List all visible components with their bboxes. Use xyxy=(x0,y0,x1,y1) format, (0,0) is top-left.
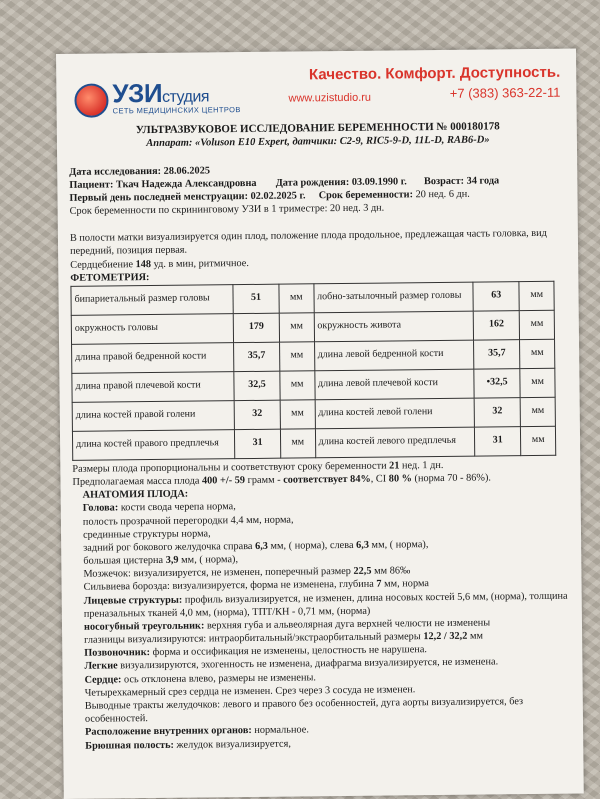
spine-text: форма и оссификация не изменены, целостность не нарушена. xyxy=(152,644,428,659)
organs-label: Расположение внутренних органов: xyxy=(85,725,252,739)
sylvian-prefix: Сильвиева борозда: визуализируется, форма не изменена, глубина xyxy=(83,579,374,594)
anatomy-section xyxy=(73,497,574,752)
spine-label: Позвоночник: xyxy=(84,647,151,660)
fetometry-right-unit: мм xyxy=(521,426,556,455)
fetometry-right-value: 63 xyxy=(473,282,520,311)
fetometry-left-value: 32 xyxy=(234,400,280,429)
nasolabial-label: носогубный треугольник: xyxy=(83,620,205,633)
outflow-text: Выводные тракты желудочков: левого и правого без особенностей, дуга аорты визуализируется, без особенностей. xyxy=(84,696,524,725)
proportion-prefix: Размеры плода пропорциональны и соответствуют сроку беременности xyxy=(72,460,387,475)
heartbeat-value: 148 xyxy=(135,258,152,270)
heartbeat-prefix: Сердцебиение xyxy=(70,258,134,271)
cisterna-value: 3,9 xyxy=(165,554,179,566)
fetometry-right-name: длина костей левого предплечья xyxy=(315,427,475,458)
heartbeat-suffix: уд. в мин, ритмичное. xyxy=(153,257,249,270)
fetometry-right-name: длина левой плечевой кости xyxy=(314,369,474,400)
fetometry-table xyxy=(70,281,556,461)
heart-text: ось отклонена влево, размеры не изменены. xyxy=(123,671,316,685)
mass-norm: (норма 70 - 86%). xyxy=(414,472,492,485)
fetometry-left-name: бипариетальный размер головы xyxy=(71,285,233,316)
proportion-weeks: 21 xyxy=(389,460,400,472)
fetometry-right-name: длина левой бедренной кости xyxy=(314,340,474,371)
logo-subtitle: СЕТЬ МЕДИЦИНСКИХ ЦЕНТРОВ xyxy=(112,105,241,116)
fetometry-left-value: 51 xyxy=(233,284,279,313)
cerebellum-value: 22,5 xyxy=(353,565,372,578)
fetometry-left-unit: мм xyxy=(279,342,314,371)
nasolabial-text: верхняя губа и альвеолярная дуга верхней челюсти не изменены xyxy=(206,617,491,632)
fetometry-row xyxy=(72,426,555,460)
fetometry-right-value: 32 xyxy=(474,398,521,427)
cerebellum-suffix: мм 86‰ xyxy=(374,565,411,577)
fetometry-left-unit: мм xyxy=(279,284,314,313)
fetometry-left-name: длина костей правой голени xyxy=(72,401,234,432)
fetometry-title: ФЕТОМЕТРИЯ: xyxy=(70,271,150,284)
fetometry-left-value: 179 xyxy=(233,313,279,342)
term-label: Срок беременности: xyxy=(318,189,414,202)
lungs-label: Легкие xyxy=(84,660,118,673)
fetometry-right-name: лобно-затылочный размер головы xyxy=(313,282,473,313)
lmp-date: Первый день последней менструации: 02.02.2025 г. xyxy=(69,190,306,204)
fetometry-left-name: длина костей правого предплечья xyxy=(72,430,234,461)
fetometry-right-value: 31 xyxy=(474,427,521,456)
horn-prefix: задний рог бокового желудочка справа xyxy=(83,540,253,554)
mass-value: 400 +/- 59 xyxy=(201,475,246,487)
mass-prefix: Предполагаемая масса плода xyxy=(72,475,200,488)
fetometry-left-value: 31 xyxy=(235,429,281,458)
fetometry-left-unit: мм xyxy=(280,429,315,458)
proportion-suffix: нед. 1 дн. xyxy=(401,459,444,472)
cavum-text: полость прозрачной перегородки 4,4 мм, норма, xyxy=(82,514,294,528)
orbit-value: 12,2 / 32,2 xyxy=(423,630,468,643)
orbit-suffix: мм xyxy=(469,630,484,642)
cisterna-prefix: большая цистерна xyxy=(83,555,164,567)
clinic-slogan: Качество. Комфорт. Доступность. xyxy=(308,63,561,84)
horn-left-value: 6,3 xyxy=(356,539,370,551)
sylvian-suffix: мм, норма xyxy=(384,578,430,591)
patient-name: Пациент: Ткач Надежда Александровна xyxy=(69,177,257,191)
abdomen-text: желудок визуализируется, xyxy=(176,738,291,751)
fetometry-left-name: длина правой бедренной кости xyxy=(72,343,234,374)
four-chamber-text: Четырехкамерный срез сердца не изменен. Срез через 3 сосуда не изменен. xyxy=(84,684,416,699)
fetometry-left-value: 35,7 xyxy=(234,342,280,371)
logo-studio-text: студия xyxy=(162,88,210,106)
clinic-logo xyxy=(112,76,241,116)
cisterna-suffix: мм, ( норма), xyxy=(181,554,239,566)
fetometry-left-name: длина правой плечевой кости xyxy=(72,372,234,403)
device-info: Аппарат: «Voluson E10 Expert, датчики: C2-9, RIC5-9-D, 11L-D, RAB6-D» xyxy=(146,134,490,150)
clinic-phone: +7 (383) 363-22-11 xyxy=(449,84,561,101)
clinic-logo-icon xyxy=(74,83,108,117)
term-value: 20 нед. 6 дн. xyxy=(415,188,470,201)
logo-main-text: УЗИ xyxy=(112,77,163,109)
organs-text: нормальное. xyxy=(254,724,309,737)
fetometry-right-name: длина костей левой голени xyxy=(315,398,475,429)
patient-age: Возраст: 34 года xyxy=(423,175,500,187)
horn-mid: мм, ( норма), слева xyxy=(270,539,354,552)
clinic-header xyxy=(56,49,577,116)
patient-dob: Дата рождения: 03.09.1990 г. xyxy=(275,176,407,189)
fetometry-right-unit: мм xyxy=(520,397,555,426)
fetometry-left-value: 32,5 xyxy=(234,371,280,400)
midline-text: срединные структуры норма, xyxy=(82,528,211,541)
report-title: УЛЬТРАЗВУКОВОЕ ИССЛЕДОВАНИЕ БЕРЕМЕННОСТИ № 000180178 xyxy=(135,120,500,137)
clinic-website: www.uzistudio.ru xyxy=(288,91,372,105)
exam-date: Дата исследования: 28.06.2025 xyxy=(69,164,211,178)
sylvian-value: 7 xyxy=(376,579,382,591)
face-text: профиль визуализируется, не изменен, длина носовых костей 5,6 мм, (норма), толщина преназальных тканей 4,0 мм, (норма), ТПТ/КН - 0,71 мм, (норма) xyxy=(83,590,568,620)
head-label: Голова: xyxy=(82,502,119,515)
fetometry-left-unit: мм xyxy=(279,313,314,342)
heart-label: Сердце: xyxy=(84,673,122,686)
fetometry-right-unit: мм xyxy=(520,339,555,368)
abdomen-label: Брюшная полость: xyxy=(85,739,175,752)
fetometry-left-unit: мм xyxy=(280,400,315,429)
ultrasound-report-sheet xyxy=(56,49,584,799)
mass-ci-label: , CI xyxy=(370,473,387,485)
fetometry-left-unit: мм xyxy=(280,371,315,400)
anatomy-title: АНАТОМИЯ ПЛОДА: xyxy=(82,488,189,501)
report-body xyxy=(69,119,574,753)
fetometry-right-unit: мм xyxy=(520,368,555,397)
fetometry-right-value: 35,7 xyxy=(474,340,521,369)
intro-text: В полости матки визуализируется один плод, положение плода продольное, предлежащая часть головка, вид передний, позиция первая. xyxy=(69,228,547,258)
orbit-prefix: глазницы визуализируются: интраорбитальный/экстраорбитальный размеры xyxy=(84,631,421,646)
cerebellum-prefix: Мозжечок: визуализируется, не изменен, поперечный размер xyxy=(83,566,351,581)
fetometry-right-value: 162 xyxy=(473,311,520,340)
fetometry-right-unit: мм xyxy=(519,281,554,310)
horn-right-value: 6,3 xyxy=(254,540,268,552)
fetometry-right-value: •32,5 xyxy=(474,369,521,398)
mass-mid: грамм - xyxy=(247,474,281,487)
screening-term: Срок беременности по скрининговому УЗИ в 1 триместре: 20 нед. 3 дн. xyxy=(69,202,385,217)
fetometry-right-unit: мм xyxy=(519,310,554,339)
head-text: кости свода черепа норма, xyxy=(120,501,236,514)
mass-ci-value: 80 % xyxy=(388,473,413,485)
fetometry-left-name: окружность головы xyxy=(71,314,233,345)
lungs-text: визуализируются, эхогенность не изменена, диафрагма визуализируется, не изменена. xyxy=(120,656,499,672)
face-label: Лицевые структуры: xyxy=(83,594,183,607)
fetometry-right-name: окружность живота xyxy=(314,311,474,342)
horn-suffix: мм, ( норма), xyxy=(371,539,429,551)
mass-percentile: соответствует 84% xyxy=(283,473,371,486)
